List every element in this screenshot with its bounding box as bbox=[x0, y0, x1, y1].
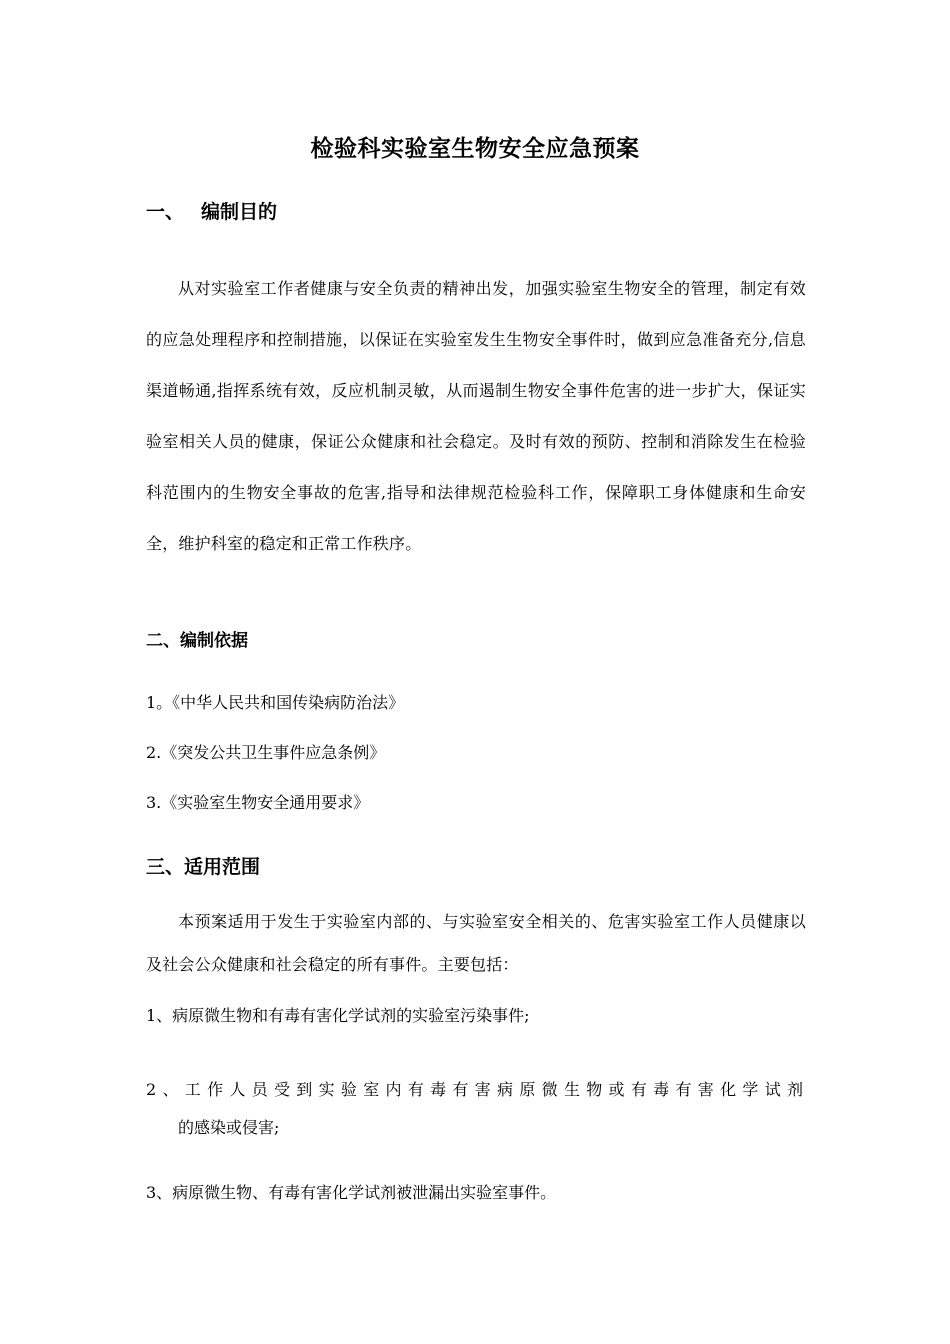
section-heading-purpose bbox=[146, 198, 277, 226]
section-heading-scope: 三、适用范围 bbox=[146, 856, 261, 878]
scope-list-item: 1、病原微生物和有毒有害化学试剂的实验室污染事件; bbox=[146, 1006, 530, 1025]
scope-list-item: 2、工作人员受到实验室内有毒有害病原微生物或有毒有害化学试剂 bbox=[146, 1080, 806, 1099]
section-number: 一、 bbox=[146, 201, 185, 223]
section-heading-basis: 二、编制依据 bbox=[146, 631, 248, 651]
reference-item: 2.《突发公共卫生事件应急条例》 bbox=[146, 743, 386, 762]
purpose-paragraph: 从对实验室工作者健康与安全负责的精神出发，加强实验室生物安全的管理，制定有效的应急处理程序和控制措施，以保证在实验室发生生物安全事件时，做到应急准备充分,信息渠道畅通,指挥系统有效，反应机制灵敏，从而遏制生物安全事件危害的进一步扩大，保证实验室相关人员的健康，保证公众健康和社会稳定。及时有效的预防、控制和消除发生在检验科范围内的生物安全事故的危害,指导和法律规范检验科工作，保障职工身体健康和生命安全，维护科室的稳定和正常工作秩序。 bbox=[146, 279, 806, 553]
reference-item: 1。《中华人民共和国传染病防治法》 bbox=[146, 693, 405, 712]
section-heading-text: 编制目的 bbox=[201, 201, 278, 223]
document-title: 检验科实验室生物安全应急预案 bbox=[310, 136, 640, 162]
scope-list-item-continuation: 的感染或侵害; bbox=[178, 1118, 280, 1137]
reference-item: 3.《实验室生物安全通用要求》 bbox=[146, 793, 370, 812]
scope-list-item: 3、病原微生物、有毒有害化学试剂被泄漏出实验室事件。 bbox=[146, 1183, 557, 1202]
scope-paragraph: 本预案适用于发生于实验室内部的、与实验室安全相关的、危害实验室工作人员健康以及社会公众健康和社会稳定的所有事件。主要包括： bbox=[146, 912, 806, 974]
